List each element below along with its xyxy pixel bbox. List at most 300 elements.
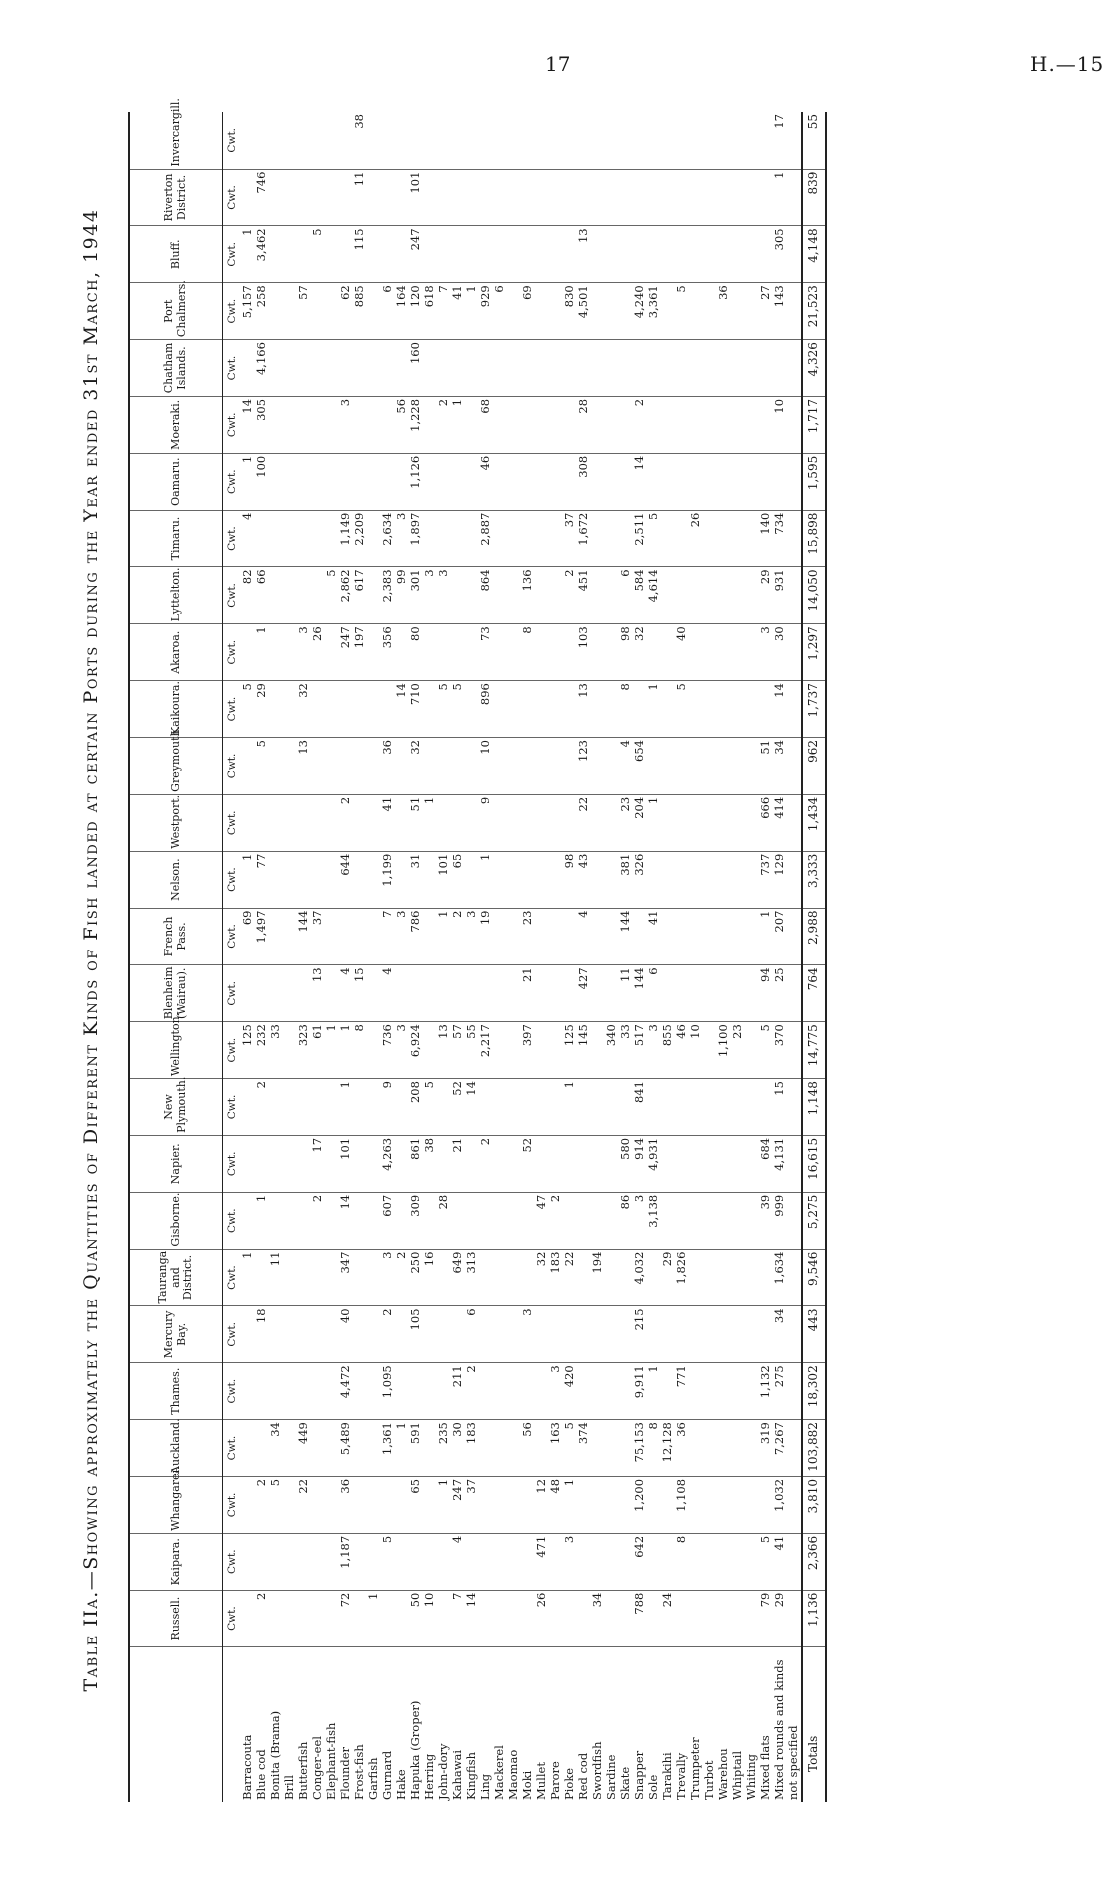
quantity-cell bbox=[549, 169, 563, 226]
quantity-cell bbox=[521, 340, 535, 397]
quantity-cell bbox=[745, 738, 759, 795]
quantity-cell: 5 bbox=[675, 681, 689, 738]
quantity-cell: 32 bbox=[535, 1249, 549, 1306]
quantity-cell: 684 bbox=[759, 1135, 773, 1192]
quantity-cell bbox=[577, 340, 591, 397]
quantity-cell: 1,132 bbox=[759, 1363, 773, 1420]
quantity-cell bbox=[283, 1420, 297, 1477]
quantity-cell: 52 bbox=[451, 1079, 465, 1136]
quantity-cell: 7 bbox=[451, 1590, 465, 1647]
quantity-cell bbox=[339, 908, 353, 965]
quantity-cell bbox=[269, 169, 283, 226]
quantity-cell: 841 bbox=[633, 1079, 647, 1136]
quantity-cell: 12 bbox=[535, 1476, 549, 1533]
quantity-cell bbox=[325, 1363, 339, 1420]
quantity-cell bbox=[745, 1363, 759, 1420]
quantity-cell bbox=[507, 1476, 521, 1533]
quantity-cell bbox=[423, 1192, 437, 1249]
fish-kind: Frost-fish bbox=[352, 1744, 367, 1800]
table-row bbox=[773, 112, 787, 1802]
quantity-cell: 5 bbox=[675, 283, 689, 340]
quantity-cell bbox=[423, 851, 437, 908]
total-cell: 3,810 bbox=[802, 1476, 826, 1533]
quantity-cell: 41 bbox=[451, 283, 465, 340]
quantity-cell bbox=[591, 738, 605, 795]
quantity-cell: 7 bbox=[437, 283, 451, 340]
column-header: Napier. bbox=[129, 1135, 223, 1192]
unit-cell: Cwt. bbox=[223, 624, 242, 681]
quantity-cell: 5 bbox=[423, 1079, 437, 1136]
table-header-row bbox=[129, 112, 223, 1802]
quantity-cell bbox=[353, 1192, 367, 1249]
fish-kind: Skate bbox=[618, 1766, 633, 1800]
quantity-cell bbox=[311, 1590, 325, 1647]
quantity-cell: 36 bbox=[381, 738, 395, 795]
quantity-cell bbox=[577, 1590, 591, 1647]
quantity-cell bbox=[367, 794, 381, 851]
quantity-cell bbox=[325, 453, 339, 510]
quantity-cell: 160 bbox=[409, 340, 423, 397]
quantity-cell: 50 bbox=[409, 1590, 423, 1647]
quantity-cell: 69 bbox=[521, 283, 535, 340]
quantity-cell bbox=[241, 1135, 255, 1192]
quantity-cell bbox=[395, 1363, 409, 1420]
column-header: Port Chalmers. bbox=[129, 283, 223, 340]
quantity-cell bbox=[521, 681, 535, 738]
fish-kind: Kingfish bbox=[464, 1751, 479, 1800]
quantity-cell bbox=[605, 1249, 619, 1306]
quantity-cell bbox=[283, 1022, 297, 1079]
quantity-cell bbox=[283, 1306, 297, 1363]
column-header: Riverton District. bbox=[129, 169, 223, 226]
quantity-cell bbox=[675, 226, 689, 283]
quantity-cell bbox=[269, 624, 283, 681]
fish-kind: Butterfish bbox=[296, 1741, 311, 1800]
quantity-cell bbox=[647, 226, 661, 283]
quantity-cell: 5 bbox=[647, 510, 661, 567]
quantity-cell: 5 bbox=[451, 681, 465, 738]
quantity-cell bbox=[395, 1476, 409, 1533]
quantity-cell: 26 bbox=[689, 510, 703, 567]
quantity-cell bbox=[787, 624, 802, 681]
table-row bbox=[619, 112, 633, 1802]
quantity-cell bbox=[367, 510, 381, 567]
table-row bbox=[465, 112, 479, 1802]
quantity-cell: 3 bbox=[381, 1249, 395, 1306]
quantity-cell: 4,501 bbox=[577, 283, 591, 340]
unit-cell: Cwt. bbox=[223, 738, 242, 795]
quantity-cell bbox=[493, 1590, 507, 1647]
quantity-cell bbox=[703, 965, 717, 1022]
quantity-cell bbox=[703, 112, 717, 169]
quantity-cell: 61 bbox=[311, 1022, 325, 1079]
quantity-cell bbox=[521, 510, 535, 567]
quantity-cell: 25 bbox=[773, 965, 787, 1022]
quantity-cell bbox=[395, 226, 409, 283]
quantity-cell bbox=[675, 1192, 689, 1249]
quantity-cell: 13 bbox=[437, 1022, 451, 1079]
quantity-cell bbox=[633, 112, 647, 169]
quantity-cell bbox=[241, 738, 255, 795]
quantity-cell: 4,131 bbox=[773, 1135, 787, 1192]
quantity-cell bbox=[591, 681, 605, 738]
quantity-cell bbox=[647, 851, 661, 908]
quantity-cell bbox=[759, 169, 773, 226]
quantity-cell: 861 bbox=[409, 1135, 423, 1192]
fish-kind: Kahawai bbox=[450, 1749, 465, 1800]
quantity-cell: 163 bbox=[549, 1420, 563, 1477]
quantity-cell bbox=[787, 1192, 802, 1249]
quantity-cell bbox=[689, 112, 703, 169]
quantity-cell bbox=[675, 453, 689, 510]
quantity-cell bbox=[297, 1533, 311, 1590]
fish-kind: Hapuka (Groper) bbox=[408, 1700, 423, 1800]
quantity-cell bbox=[437, 624, 451, 681]
total-cell: 16,615 bbox=[802, 1135, 826, 1192]
rotated-table-container bbox=[80, 98, 1010, 1810]
quantity-cell: 2 bbox=[381, 1306, 395, 1363]
quantity-cell bbox=[689, 851, 703, 908]
quantity-cell bbox=[689, 226, 703, 283]
quantity-cell: 40 bbox=[339, 1306, 353, 1363]
quantity-cell bbox=[633, 908, 647, 965]
quantity-cell bbox=[381, 1590, 395, 1647]
quantity-cell bbox=[577, 1079, 591, 1136]
quantity-cell bbox=[269, 567, 283, 624]
unit-cell: Cwt. bbox=[223, 169, 242, 226]
quantity-cell bbox=[339, 453, 353, 510]
quantity-cell bbox=[703, 1192, 717, 1249]
table-title: Table IIa.—Showing approximately the Quantities of Different Kinds of Fish landed at certain Ports during the Year ended 31st March, 1944 bbox=[80, 208, 102, 1692]
table-row bbox=[339, 112, 353, 1802]
quantity-cell: 855 bbox=[661, 1022, 675, 1079]
quantity-cell: 1 bbox=[437, 908, 451, 965]
quantity-cell bbox=[689, 965, 703, 1022]
quantity-cell bbox=[465, 567, 479, 624]
quantity-cell: 10 bbox=[689, 1022, 703, 1079]
quantity-cell bbox=[367, 112, 381, 169]
quantity-cell: 1 bbox=[241, 1249, 255, 1306]
quantity-cell: 2,887 bbox=[479, 510, 493, 567]
quantity-cell bbox=[465, 1135, 479, 1192]
quantity-cell: 864 bbox=[479, 567, 493, 624]
quantity-cell: 7 bbox=[381, 908, 395, 965]
quantity-cell bbox=[423, 908, 437, 965]
fish-kind: Mackerel bbox=[492, 1745, 507, 1800]
quantity-cell: 8 bbox=[619, 681, 633, 738]
quantity-cell bbox=[605, 1590, 619, 1647]
quantity-cell: 7,267 bbox=[773, 1420, 787, 1477]
quantity-cell bbox=[283, 908, 297, 965]
quantity-cell: 3 bbox=[395, 1022, 409, 1079]
quantity-cell bbox=[493, 681, 507, 738]
quantity-cell bbox=[507, 851, 521, 908]
total-cell: 4,326 bbox=[802, 340, 826, 397]
quantity-cell bbox=[423, 624, 437, 681]
quantity-cell bbox=[479, 1192, 493, 1249]
quantity-cell bbox=[731, 340, 745, 397]
quantity-cell bbox=[549, 681, 563, 738]
quantity-cell bbox=[731, 1135, 745, 1192]
quantity-cell bbox=[717, 1533, 731, 1590]
quantity-cell bbox=[563, 794, 577, 851]
quantity-cell bbox=[269, 1192, 283, 1249]
quantity-cell bbox=[269, 738, 283, 795]
quantity-cell bbox=[465, 624, 479, 681]
quantity-cell bbox=[563, 453, 577, 510]
column-header: French Pass. bbox=[129, 908, 223, 965]
quantity-cell bbox=[703, 1306, 717, 1363]
quantity-cell: 23 bbox=[619, 794, 633, 851]
quantity-cell bbox=[493, 1306, 507, 1363]
quantity-cell bbox=[367, 1363, 381, 1420]
quantity-cell bbox=[297, 226, 311, 283]
quantity-cell bbox=[367, 340, 381, 397]
quantity-cell bbox=[647, 112, 661, 169]
quantity-cell bbox=[745, 567, 759, 624]
quantity-cell bbox=[703, 1363, 717, 1420]
quantity-cell bbox=[717, 624, 731, 681]
fish-kind: Hake bbox=[394, 1769, 409, 1800]
fish-kind: Whiptail bbox=[730, 1750, 745, 1800]
quantity-cell bbox=[297, 1192, 311, 1249]
table-row bbox=[325, 112, 339, 1802]
quantity-cell bbox=[507, 567, 521, 624]
quantity-cell bbox=[437, 1135, 451, 1192]
quantity-cell bbox=[451, 965, 465, 1022]
quantity-cell: 5,489 bbox=[339, 1420, 353, 1477]
quantity-cell bbox=[367, 453, 381, 510]
unit-cell: Cwt. bbox=[223, 340, 242, 397]
quantity-cell bbox=[787, 965, 802, 1022]
quantity-cell: 14 bbox=[633, 453, 647, 510]
quantity-cell: 51 bbox=[409, 794, 423, 851]
quantity-cell bbox=[549, 1306, 563, 1363]
quantity-cell bbox=[661, 738, 675, 795]
quantity-cell bbox=[717, 1306, 731, 1363]
quantity-cell bbox=[647, 624, 661, 681]
quantity-cell: 8 bbox=[521, 624, 535, 681]
quantity-cell bbox=[549, 112, 563, 169]
column-header: Chatham Islands. bbox=[129, 340, 223, 397]
quantity-cell bbox=[563, 226, 577, 283]
quantity-cell bbox=[255, 1420, 269, 1477]
unit-cell: Cwt. bbox=[223, 1590, 242, 1647]
quantity-cell bbox=[283, 453, 297, 510]
total-cell: 1,595 bbox=[802, 453, 826, 510]
quantity-cell bbox=[605, 283, 619, 340]
quantity-cell bbox=[563, 624, 577, 681]
quantity-cell: 15 bbox=[353, 965, 367, 1022]
quantity-cell bbox=[381, 453, 395, 510]
quantity-cell: 80 bbox=[409, 624, 423, 681]
quantity-cell bbox=[423, 1420, 437, 1477]
quantity-cell: 471 bbox=[535, 1533, 549, 1590]
quantity-cell bbox=[297, 1249, 311, 1306]
quantity-cell: 2,383 bbox=[381, 567, 395, 624]
quantity-cell: 1,032 bbox=[773, 1476, 787, 1533]
quantity-cell bbox=[535, 283, 549, 340]
quantity-cell bbox=[703, 794, 717, 851]
quantity-cell: 207 bbox=[773, 908, 787, 965]
quantity-cell: 183 bbox=[549, 1249, 563, 1306]
quantity-cell bbox=[605, 1192, 619, 1249]
quantity-cell: 617 bbox=[353, 567, 367, 624]
quantity-cell bbox=[269, 908, 283, 965]
quantity-cell bbox=[479, 1533, 493, 1590]
quantity-cell bbox=[619, 1249, 633, 1306]
quantity-cell bbox=[451, 510, 465, 567]
quantity-cell bbox=[549, 1079, 563, 1136]
quantity-cell: 1,361 bbox=[381, 1420, 395, 1477]
table-row bbox=[703, 112, 717, 1802]
quantity-cell bbox=[787, 908, 802, 965]
quantity-cell bbox=[507, 1079, 521, 1136]
quantity-cell: 305 bbox=[773, 226, 787, 283]
quantity-cell: 3 bbox=[759, 624, 773, 681]
quantity-cell: 232 bbox=[255, 1022, 269, 1079]
quantity-cell bbox=[731, 1363, 745, 1420]
quantity-cell bbox=[619, 1306, 633, 1363]
fish-kind: Pioke bbox=[562, 1767, 577, 1800]
quantity-cell bbox=[507, 1363, 521, 1420]
quantity-cell: 69 bbox=[241, 908, 255, 965]
quantity-cell: 6 bbox=[381, 283, 395, 340]
quantity-cell bbox=[549, 965, 563, 1022]
quantity-cell bbox=[549, 1135, 563, 1192]
quantity-cell: 125 bbox=[563, 1022, 577, 1079]
quantity-cell bbox=[605, 1079, 619, 1136]
quantity-cell bbox=[689, 1079, 703, 1136]
quantity-cell bbox=[605, 112, 619, 169]
quantity-cell bbox=[297, 1135, 311, 1192]
quantity-cell bbox=[661, 1363, 675, 1420]
quantity-cell bbox=[549, 396, 563, 453]
quantity-cell bbox=[703, 681, 717, 738]
total-cell: 2,366 bbox=[802, 1533, 826, 1590]
quantity-cell: 8 bbox=[353, 1022, 367, 1079]
quantity-cell bbox=[591, 510, 605, 567]
quantity-cell: 24 bbox=[661, 1590, 675, 1647]
quantity-cell bbox=[563, 681, 577, 738]
quantity-cell bbox=[647, 1476, 661, 1533]
quantity-cell: 654 bbox=[633, 738, 647, 795]
quantity-cell: 16 bbox=[423, 1249, 437, 1306]
table-row bbox=[535, 112, 549, 1802]
quantity-cell bbox=[395, 624, 409, 681]
quantity-cell: 10 bbox=[423, 1590, 437, 1647]
quantity-cell bbox=[493, 738, 507, 795]
quantity-cell: 1,228 bbox=[409, 396, 423, 453]
quantity-cell: 2 bbox=[255, 1476, 269, 1533]
quantity-cell bbox=[675, 794, 689, 851]
quantity-cell: 517 bbox=[633, 1022, 647, 1079]
quantity-cell bbox=[661, 1533, 675, 1590]
quantity-cell bbox=[731, 510, 745, 567]
quantity-cell: 1 bbox=[255, 1192, 269, 1249]
quantity-cell: 15 bbox=[773, 1079, 787, 1136]
quantity-cell bbox=[731, 965, 745, 1022]
quantity-cell bbox=[297, 851, 311, 908]
quantity-cell: 98 bbox=[563, 851, 577, 908]
quantity-cell bbox=[269, 510, 283, 567]
quantity-cell: 3 bbox=[437, 567, 451, 624]
table-row bbox=[787, 112, 802, 1802]
quantity-cell bbox=[297, 1079, 311, 1136]
quantity-cell bbox=[325, 908, 339, 965]
quantity-cell: 21 bbox=[451, 1135, 465, 1192]
quantity-cell bbox=[689, 567, 703, 624]
quantity-cell bbox=[353, 1363, 367, 1420]
quantity-cell: 607 bbox=[381, 1192, 395, 1249]
quantity-cell bbox=[451, 226, 465, 283]
quantity-cell: 3 bbox=[395, 510, 409, 567]
quantity-cell bbox=[787, 681, 802, 738]
quantity-cell bbox=[717, 169, 731, 226]
quantity-cell: 4,931 bbox=[647, 1135, 661, 1192]
quantity-cell bbox=[325, 681, 339, 738]
quantity-cell bbox=[353, 1249, 367, 1306]
quantity-cell bbox=[745, 1420, 759, 1477]
quantity-cell bbox=[619, 1363, 633, 1420]
quantity-cell bbox=[647, 1306, 661, 1363]
quantity-cell: 32 bbox=[633, 624, 647, 681]
quantity-cell bbox=[717, 1363, 731, 1420]
quantity-cell: 3 bbox=[647, 1022, 661, 1079]
quantity-cell bbox=[661, 794, 675, 851]
quantity-cell bbox=[619, 1420, 633, 1477]
quantity-cell bbox=[703, 1420, 717, 1477]
quantity-cell: 580 bbox=[619, 1135, 633, 1192]
quantity-cell: 929 bbox=[479, 283, 493, 340]
quantity-cell bbox=[283, 1135, 297, 1192]
quantity-cell bbox=[493, 624, 507, 681]
quantity-cell bbox=[367, 851, 381, 908]
quantity-cell bbox=[437, 1590, 451, 1647]
quantity-cell: 11 bbox=[619, 965, 633, 1022]
quantity-cell bbox=[535, 1135, 549, 1192]
quantity-cell bbox=[591, 908, 605, 965]
quantity-cell bbox=[717, 453, 731, 510]
quantity-cell bbox=[521, 1363, 535, 1420]
quantity-cell bbox=[325, 1249, 339, 1306]
quantity-cell bbox=[787, 283, 802, 340]
quantity-cell bbox=[465, 681, 479, 738]
quantity-cell bbox=[731, 851, 745, 908]
quantity-cell: 57 bbox=[451, 1022, 465, 1079]
quantity-cell bbox=[465, 1192, 479, 1249]
quantity-cell bbox=[731, 396, 745, 453]
quantity-cell: 1 bbox=[339, 1079, 353, 1136]
quantity-cell: 43 bbox=[577, 851, 591, 908]
quantity-cell bbox=[591, 1079, 605, 1136]
quantity-cell bbox=[423, 1022, 437, 1079]
quantity-cell: 347 bbox=[339, 1249, 353, 1306]
quantity-cell bbox=[703, 1079, 717, 1136]
quantity-cell bbox=[759, 112, 773, 169]
quantity-cell bbox=[297, 1306, 311, 1363]
quantity-cell: 6 bbox=[493, 283, 507, 340]
quantity-cell bbox=[661, 1192, 675, 1249]
quantity-cell bbox=[507, 1192, 521, 1249]
quantity-cell bbox=[717, 794, 731, 851]
quantity-cell: 247 bbox=[339, 624, 353, 681]
quantity-cell: 786 bbox=[409, 908, 423, 965]
quantity-cell bbox=[367, 1192, 381, 1249]
quantity-cell: 30 bbox=[773, 624, 787, 681]
document-reference: H.—15 bbox=[1030, 52, 1105, 76]
quantity-cell: 5 bbox=[759, 1533, 773, 1590]
